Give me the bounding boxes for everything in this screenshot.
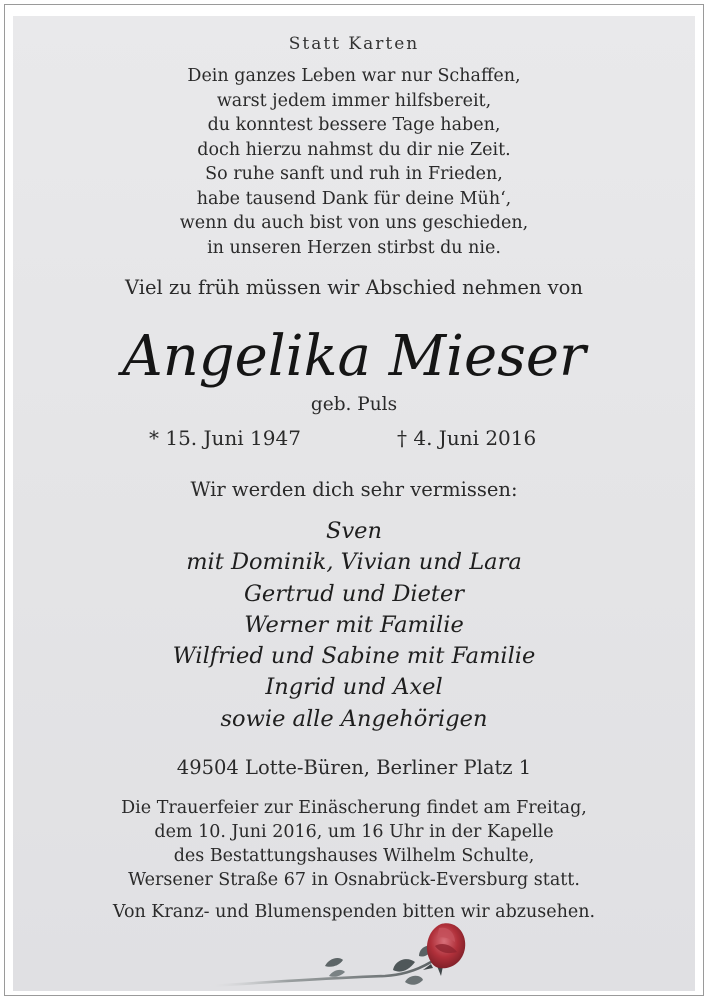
life-dates xyxy=(13,426,695,456)
poem-line: in unseren Herzen stirbst du nie. xyxy=(207,237,501,258)
funeral-line: des Bestattungshauses Wilhelm Schulte, xyxy=(173,846,535,866)
mourner: Werner mit Familie xyxy=(244,611,464,638)
poem-line: warst jedem immer hilfsbereit, xyxy=(216,90,492,111)
poem xyxy=(13,64,695,260)
maiden-name: geb. Puls xyxy=(310,394,398,415)
poem-line: habe tausend Dank für deine Müh‘, xyxy=(196,188,512,209)
mourner: sowie alle Angehörigen xyxy=(220,705,488,732)
miss-line: Wir werden dich sehr vermissen: xyxy=(190,478,518,501)
mourner: Wilfried und Sabine mit Familie xyxy=(172,643,536,670)
funeral-line: Wersener Straße 67 in Osnabrück-Eversburg statt. xyxy=(128,870,580,890)
funeral-info xyxy=(13,796,695,892)
funeral-line: Die Trauerfeier zur Einäscherung findet am Freitag, xyxy=(121,798,587,818)
mourner: Gertrud und Dieter xyxy=(243,580,465,607)
address: 49504 Lotte-Büren, Berliner Platz 1 xyxy=(176,756,532,779)
poem-line: Dein ganzes Leben war nur Schaffen, xyxy=(187,66,521,86)
funeral-line: dem 10. Juni 2016, um 16 Uhr in der Kapelle xyxy=(154,822,554,842)
mourner: Sven xyxy=(326,518,382,544)
poem-line: du konntest bessere Tage haben, xyxy=(207,115,501,135)
birth-date: * 15. Juni 1947 xyxy=(149,426,301,450)
statt-karten-heading: Statt Karten xyxy=(288,34,420,54)
poem-line: wenn du auch bist von uns geschieden, xyxy=(179,213,529,233)
mourner: mit Dominik, Vivian und Lara xyxy=(186,549,522,576)
rose-icon xyxy=(209,916,469,991)
poem-line: So ruhe sanft und ruh in Frieden, xyxy=(205,164,503,184)
obituary-card xyxy=(13,16,695,991)
poem-line: doch hierzu nahmst du dir nie Zeit. xyxy=(197,139,511,160)
mourner: Ingrid und Axel xyxy=(265,674,443,701)
farewell-intro: Viel zu früh müssen wir Abschied nehmen von xyxy=(125,276,583,299)
death-date: † 4. Juni 2016 xyxy=(397,426,537,450)
deceased-name: Angelika Mieser xyxy=(122,324,586,389)
flowers-note: Von Kranz- und Blumenspenden bitten wir abzusehen. xyxy=(112,902,596,922)
mourners-list xyxy=(13,516,695,735)
